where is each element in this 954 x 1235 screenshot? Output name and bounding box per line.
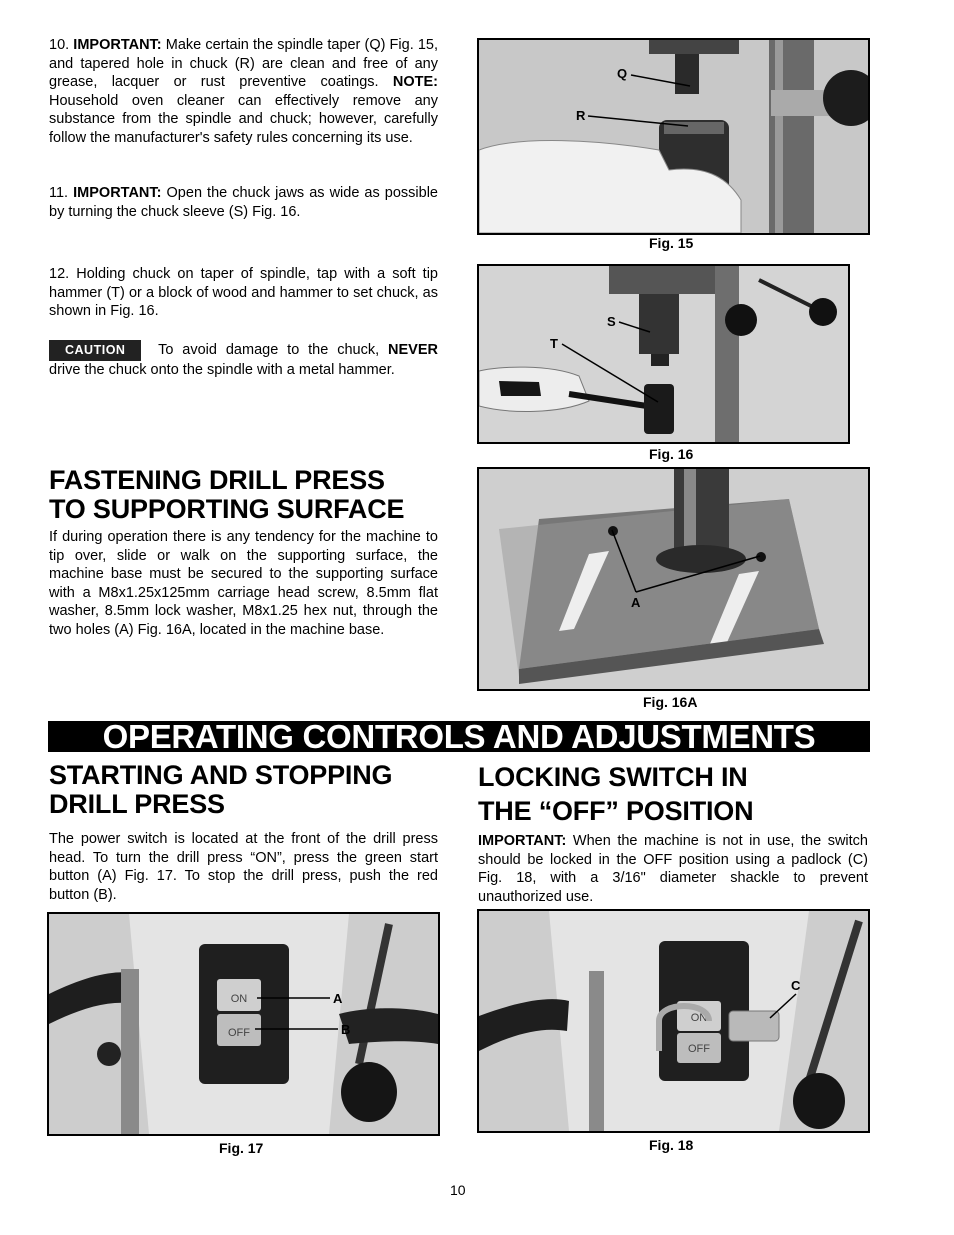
fig17-off-button-text: OFF xyxy=(228,1027,250,1039)
figure-16a-photo xyxy=(477,467,870,691)
locking-paragraph: IMPORTANT: When the machine is not in use, the switch should be locked in the OFF position using a padlock (C) Fig. 18, with a 3/16" diameter shackle to prevent unauthorized use. xyxy=(478,833,868,905)
step-11-paragraph: 11. IMPORTANT: Open the chuck jaws as wide as possible by turning the chuck sleeve (S) Fig. 16. xyxy=(49,185,438,220)
fig18-off-button-text: OFF xyxy=(688,1043,710,1055)
caution-paragraph: CAUTION To avoid damage to the chuck, NEVER drive the chuck onto the spindle with a metal hammer. xyxy=(49,342,438,378)
fig18-on-button-text: ON xyxy=(690,1012,708,1024)
fig17-on-button-text: ON xyxy=(230,993,248,1005)
important-label: IMPORTANT: xyxy=(73,37,162,53)
figure-15-caption: Fig. 15 xyxy=(649,235,694,251)
figure-16-photo xyxy=(477,264,850,444)
starting-paragraph: The power switch is located at the front of the drill press head. To turn the drill press “ON”, press the green start button (A) Fig. 17. To stop the drill press, push the red button (B). xyxy=(49,831,438,903)
fastening-paragraph: If during operation there is any tendency for the machine to tip over, slide or walk on the supporting surface, the machine base must be secured to the supporting surface with a M8x1.25x125mm carriage head screw, 8.5mm flat washer, 8.5mm lock washer, M8x1.25 hex nut, through the two holes (A) Fig. 16A, located in the machine base. xyxy=(49,529,438,638)
fastening-heading: FASTENING DRILL PRESS TO SUPPORTING SURFACE xyxy=(49,465,405,524)
figure-16-label-s: S xyxy=(607,314,616,329)
step-12-paragraph: 12. Holding chuck on taper of spindle, tap with a soft tip hammer (T) or a block of wood and hammer to set chuck, as shown in Fig. 16. xyxy=(49,266,438,320)
figure-16a-label-a: A xyxy=(631,595,641,610)
figure-17-label-b: B xyxy=(341,1022,351,1037)
starting-heading: STARTING AND STOPPING DRILL PRESS xyxy=(49,760,393,819)
figure-18-label-c: C xyxy=(791,978,801,993)
important-label: IMPORTANT: xyxy=(73,185,162,201)
figure-18-photo xyxy=(477,909,870,1133)
figure-17-photo xyxy=(47,912,440,1136)
figure-16-caption: Fig. 16 xyxy=(649,446,694,462)
section-title-bar: OPERATING CONTROLS AND ADJUSTMENTS xyxy=(48,721,870,752)
figure-15-photo xyxy=(477,38,870,235)
note-label: NOTE: xyxy=(392,74,438,91)
important-label: IMPORTANT: xyxy=(478,833,567,849)
step-10-paragraph: 10. IMPORTANT: Make certain the spindle taper (Q) Fig. 15, and tapered hole in chuck (R) are clean and free of any grease, lacquer or rust preventive coatings. NOTE: Household oven cleaner can effectively remove any substance from the spindle and chuck; however, carefully follow the manufacturer's safety rules concerning its use. xyxy=(49,37,438,146)
caution-badge: CAUTION xyxy=(49,340,141,361)
figure-16a-caption: Fig. 16A xyxy=(643,694,698,710)
figure-16-label-t: T xyxy=(550,336,558,351)
figure-18-caption: Fig. 18 xyxy=(649,1137,694,1153)
figure-17-caption: Fig. 17 xyxy=(219,1140,264,1156)
figure-15-label-q: Q xyxy=(617,66,628,81)
figure-15-label-r: R xyxy=(576,108,586,123)
page-number: 10 xyxy=(450,1182,466,1198)
figure-17-label-a: A xyxy=(333,991,343,1006)
locking-heading: LOCKING SWITCH IN THE “OFF” POSITION xyxy=(478,762,754,826)
